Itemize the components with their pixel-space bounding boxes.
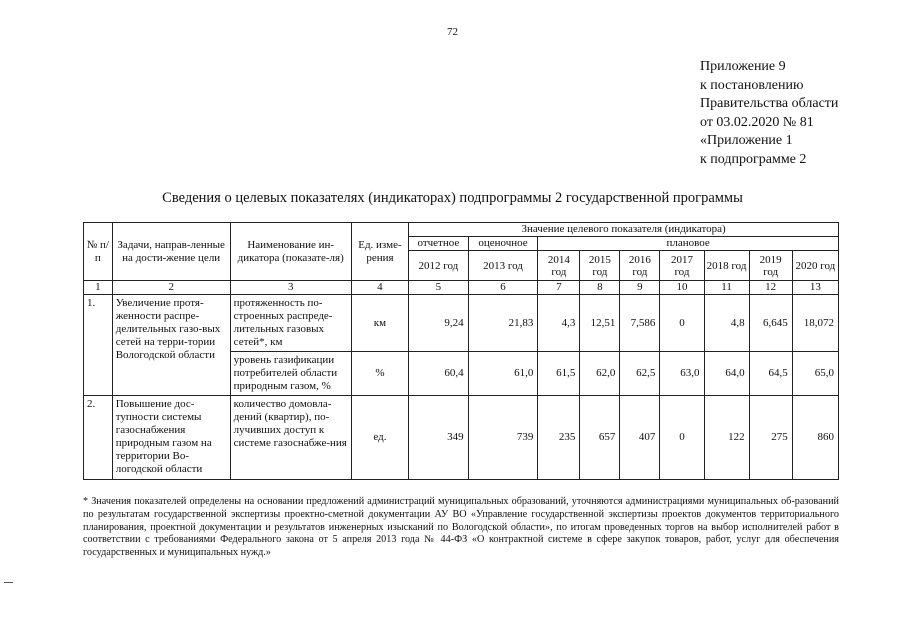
value-cell: 860 [792, 396, 838, 480]
column-number: 7 [538, 281, 580, 295]
value-cell: 64,0 [704, 352, 749, 396]
year-header: 2016 год [620, 251, 660, 281]
unit-cell: км [351, 295, 408, 352]
page-number: 72 [447, 26, 458, 38]
value-cell: 122 [704, 396, 749, 480]
value-cell: 275 [749, 396, 792, 480]
year-header: 2017 год [660, 251, 704, 281]
indicator-name: количество домовла-дений (квартир), по-лучивших доступ к системе газоснабже-ния [230, 396, 351, 480]
year-header: 2020 год [792, 251, 838, 281]
header-planned: плановое [538, 237, 839, 251]
appendix-line: Правительства области [700, 96, 839, 111]
header-value: Значение целевого показателя (индикатора) [409, 223, 839, 237]
indicator-name: протяженность по-строенных распреде-лительных газовых сетей*, км [230, 295, 351, 352]
appendix-line: к постановлению [700, 77, 804, 93]
header-reported: отчетное [409, 237, 468, 251]
value-cell: 4,8 [704, 295, 749, 352]
column-number: 4 [351, 281, 408, 295]
year-header: 2015 год [580, 251, 620, 281]
value-cell: 407 [620, 396, 660, 480]
column-number: 11 [704, 281, 749, 295]
year-header: 2018 год [704, 251, 749, 281]
header-num: № п/п [84, 223, 113, 281]
value-cell: 235 [538, 396, 580, 480]
column-number: 1 [84, 281, 113, 295]
column-number: 9 [620, 281, 660, 295]
value-cell: 65,0 [792, 352, 838, 396]
appendix-line: от 03.02.2020 № 81 [700, 114, 814, 130]
column-number: 3 [230, 281, 351, 295]
column-number: 13 [792, 281, 838, 295]
value-cell: 9,24 [409, 295, 468, 352]
column-number: 12 [749, 281, 792, 295]
task-cell: Увеличение протя-женности распре-делительных газо-вых сетей на терри-тории Вологодской области [112, 295, 230, 396]
value-cell: 739 [468, 396, 538, 480]
margin-mark [4, 582, 13, 583]
value-cell: 60,4 [409, 352, 468, 396]
appendix-line: к подпрограмме 2 [700, 151, 807, 167]
header-estimated: оценочное [468, 237, 538, 251]
unit-cell: % [351, 352, 408, 396]
value-cell: 18,072 [792, 295, 838, 352]
value-cell: 0 [660, 295, 704, 352]
value-cell: 62,5 [620, 352, 660, 396]
footnote: * Значения показателей определены на основании предложений администраций муниципальных образований, уточняются администрациями муниципальных об-разований по результатам государственной экспертизы проектно-сметной документации АУ ВО «Управление государственной экспертизы проектов документов территориального планирования, проектной документации и результатов инженерных изысканий по Вологодской области», по итогам проведенных торгов на выбор исполнителей работ в соответствии с требованиями Федерального закона от 5 апреля 2013 года № 44-ФЗ «О контрактной системе в сфере закупок товаров, работ, услуг для обеспечения государственных и муниципальных нужд.» [83, 496, 839, 559]
value-cell: 6,645 [749, 295, 792, 352]
value-cell: 62,0 [580, 352, 620, 396]
value-cell: 349 [409, 396, 468, 480]
year-header: 2013 год [468, 251, 538, 281]
row-number: 1. [84, 295, 113, 396]
year-header: 2014 год [538, 251, 580, 281]
row-number: 2. [84, 396, 113, 480]
year-header: 2012 год [409, 251, 468, 281]
value-cell: 7,586 [620, 295, 660, 352]
column-number: 10 [660, 281, 704, 295]
header-tasks: Задачи, направ-ленные на дости-жение цели [112, 223, 230, 281]
appendix-reference [700, 58, 838, 169]
document-title: Сведения о целевых показателях (индикаторах) подпрограммы 2 государственной программы [162, 190, 743, 206]
value-cell: 61,5 [538, 352, 580, 396]
value-cell: 64,5 [749, 352, 792, 396]
appendix-line: «Приложение 1 [700, 133, 793, 148]
indicators-table [83, 222, 839, 480]
value-cell: 21,83 [468, 295, 538, 352]
column-number: 2 [112, 281, 230, 295]
table-row [84, 295, 839, 352]
appendix-line: Приложение 9 [700, 59, 786, 74]
value-cell: 12,51 [580, 295, 620, 352]
value-cell: 0 [660, 396, 704, 480]
column-number: 6 [468, 281, 538, 295]
table-row [84, 396, 839, 480]
column-number: 8 [580, 281, 620, 295]
value-cell: 657 [580, 396, 620, 480]
header-unit: Ед. изме-рения [351, 223, 408, 281]
column-number: 5 [409, 281, 468, 295]
indicator-name: уровень газификации потребителей области природным газом, % [230, 352, 351, 396]
year-header: 2019 год [749, 251, 792, 281]
value-cell: 4,3 [538, 295, 580, 352]
task-cell: Повышение дос-тупности системы газоснабжения природным газом на территории Во-логодской области [112, 396, 230, 480]
unit-cell: ед. [351, 396, 408, 480]
value-cell: 61,0 [468, 352, 538, 396]
header-indicator: Наименование ин-дикатора (показате-ля) [230, 223, 351, 281]
value-cell: 63,0 [660, 352, 704, 396]
